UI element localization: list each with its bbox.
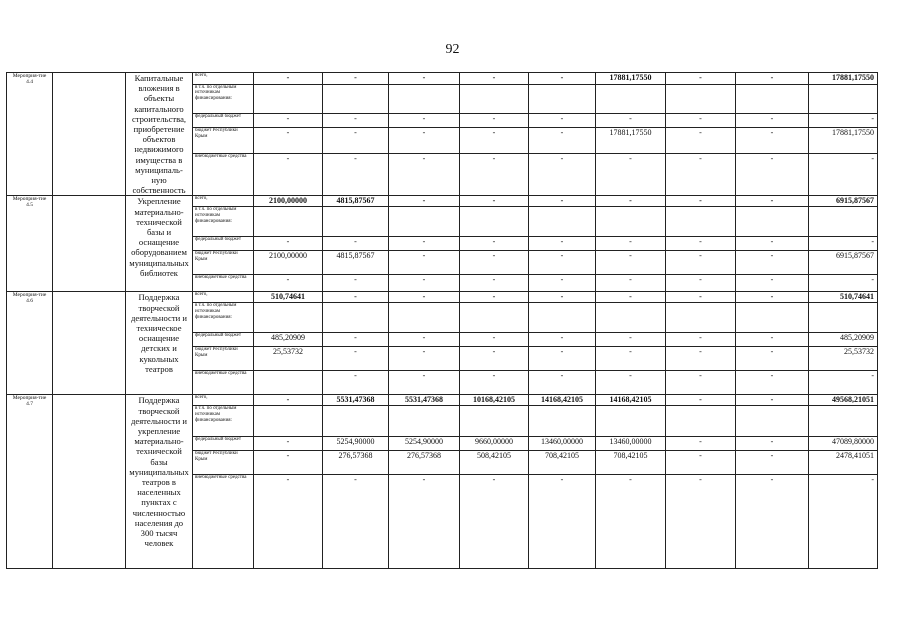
year-value-cell: -: [736, 475, 809, 569]
year-value-cell: -: [736, 333, 809, 347]
year-value-cell: -: [389, 128, 460, 153]
total-cell: [809, 303, 878, 333]
total-cell: -: [809, 113, 878, 128]
year-value-cell: -: [389, 153, 460, 196]
year-value-cell: [529, 207, 596, 237]
total-cell: [809, 406, 878, 437]
funding-source: федеральный бюджет: [193, 237, 254, 251]
year-value-cell: -: [666, 113, 736, 128]
year-value-cell: -: [596, 251, 666, 275]
year-value-cell: 485,20909: [254, 333, 323, 347]
year-value-cell: -: [254, 451, 323, 475]
page-number: 92: [445, 42, 460, 57]
measure-name: Поддержка творческой деятельности и техническое оснащение детских и кукольных театров: [126, 292, 193, 395]
year-value-cell: -: [529, 196, 596, 207]
year-value-cell: -: [460, 73, 529, 85]
year-value-cell: 708,42105: [596, 451, 666, 475]
total-cell: 6915,87567: [809, 196, 878, 207]
year-value-cell: 508,42105: [460, 451, 529, 475]
total-cell: 25,53732: [809, 347, 878, 371]
year-value-cell: [323, 207, 389, 237]
year-value-cell: [596, 207, 666, 237]
measure-name: Поддержка творческой деятельности и укрепление материально-технической базы муниципальных театров в населенных пунктах с численностью населения до 300 тысяч человек: [126, 395, 193, 569]
year-value-cell: -: [596, 113, 666, 128]
year-value-cell: 510,74641: [254, 292, 323, 303]
total-cell: 485,20909: [809, 333, 878, 347]
year-value-cell: -: [323, 113, 389, 128]
year-value-cell: -: [529, 113, 596, 128]
year-value-cell: -: [666, 451, 736, 475]
year-value-cell: -: [666, 73, 736, 85]
funding-source: всего,: [193, 73, 254, 85]
total-cell: 2478,41051: [809, 451, 878, 475]
year-value-cell: -: [736, 395, 809, 406]
year-value-cell: -: [736, 371, 809, 395]
year-value-cell: -: [254, 113, 323, 128]
year-value-cell: [736, 207, 809, 237]
year-value-cell: -: [389, 237, 460, 251]
year-value-cell: -: [389, 113, 460, 128]
year-value-cell: -: [460, 292, 529, 303]
year-value-cell: -: [323, 292, 389, 303]
funding-source: внебюджетные средства: [193, 275, 254, 292]
year-value-cell: -: [460, 371, 529, 395]
year-value-cell: -: [460, 475, 529, 569]
year-value-cell: -: [596, 347, 666, 371]
year-value-cell: -: [323, 128, 389, 153]
year-value-cell: -: [254, 153, 323, 196]
year-value-cell: -: [460, 237, 529, 251]
year-value-cell: -: [254, 237, 323, 251]
year-value-cell: [736, 303, 809, 333]
table-row: [7, 73, 878, 85]
year-value-cell: -: [529, 237, 596, 251]
year-value-cell: -: [323, 333, 389, 347]
funding-source: внебюджетные средства: [193, 371, 254, 395]
year-value-cell: -: [529, 275, 596, 292]
year-value-cell: -: [736, 275, 809, 292]
total-cell: 6915,87567: [809, 251, 878, 275]
year-value-cell: [254, 406, 323, 437]
year-value-cell: -: [389, 347, 460, 371]
year-value-cell: -: [389, 475, 460, 569]
year-value-cell: [596, 84, 666, 113]
year-value-cell: -: [529, 292, 596, 303]
funding-source: всего,: [193, 196, 254, 207]
year-value-cell: [529, 406, 596, 437]
year-value-cell: [596, 406, 666, 437]
total-cell: 17881,17550: [809, 73, 878, 85]
budget-table: [6, 72, 878, 569]
year-value-cell: -: [666, 437, 736, 451]
total-cell: 17881,17550: [809, 128, 878, 153]
year-value-cell: -: [323, 153, 389, 196]
executor-cell: [53, 196, 126, 292]
year-value-cell: -: [666, 292, 736, 303]
funding-source: в т.ч. по отдельным источникам финансирования:: [193, 406, 254, 437]
table-row: [7, 196, 878, 207]
funding-source: федеральный бюджет: [193, 437, 254, 451]
year-value-cell: -: [666, 475, 736, 569]
year-value-cell: -: [736, 153, 809, 196]
year-value-cell: 10168,42105: [460, 395, 529, 406]
year-value-cell: -: [323, 347, 389, 371]
year-value-cell: -: [460, 275, 529, 292]
year-value-cell: -: [254, 395, 323, 406]
year-value-cell: -: [529, 73, 596, 85]
funding-source: бюджет Республики Крым: [193, 347, 254, 371]
year-value-cell: 17881,17550: [596, 128, 666, 153]
year-value-cell: -: [666, 237, 736, 251]
funding-source: бюджет Республики Крым: [193, 128, 254, 153]
year-value-cell: -: [460, 113, 529, 128]
year-value-cell: -: [460, 128, 529, 153]
year-value-cell: -: [460, 153, 529, 196]
year-value-cell: -: [666, 251, 736, 275]
measure-code: Мероприя-тие 4.7: [7, 395, 53, 569]
year-value-cell: [254, 207, 323, 237]
year-value-cell: -: [596, 292, 666, 303]
funding-source: федеральный бюджет: [193, 333, 254, 347]
funding-source: в т.ч. по отдельным источникам финансирования:: [193, 303, 254, 333]
year-value-cell: -: [460, 196, 529, 207]
year-value-cell: [389, 303, 460, 333]
year-value-cell: 276,57368: [323, 451, 389, 475]
year-value-cell: -: [460, 251, 529, 275]
total-cell: 510,74641: [809, 292, 878, 303]
year-value-cell: [389, 84, 460, 113]
year-value-cell: -: [666, 275, 736, 292]
year-value-cell: -: [666, 153, 736, 196]
year-value-cell: -: [529, 371, 596, 395]
year-value-cell: -: [529, 128, 596, 153]
funding-source: бюджет Республики Крым: [193, 451, 254, 475]
executor-cell: [53, 73, 126, 196]
year-value-cell: -: [736, 113, 809, 128]
measure-name: Укрепление материально-технической базы и оснащение оборудованием муниципальных библиотек: [126, 196, 193, 292]
funding-source: федеральный бюджет: [193, 113, 254, 128]
year-value-cell: -: [736, 437, 809, 451]
year-value-cell: 5531,47368: [323, 395, 389, 406]
year-value-cell: 2100,00000: [254, 196, 323, 207]
year-value-cell: -: [323, 73, 389, 85]
year-value-cell: [254, 303, 323, 333]
table-row: [7, 292, 878, 303]
year-value-cell: 25,53732: [254, 347, 323, 371]
year-value-cell: -: [596, 196, 666, 207]
year-value-cell: 13460,00000: [596, 437, 666, 451]
year-value-cell: -: [389, 275, 460, 292]
year-value-cell: -: [736, 128, 809, 153]
year-value-cell: [460, 84, 529, 113]
year-value-cell: [323, 84, 389, 113]
measure-code: Мероприя-тие 4.4: [7, 73, 53, 196]
funding-source: в т.ч. по отдельным источникам финансирования:: [193, 207, 254, 237]
total-cell: -: [809, 275, 878, 292]
year-value-cell: [254, 84, 323, 113]
year-value-cell: -: [596, 371, 666, 395]
year-value-cell: [460, 406, 529, 437]
total-cell: -: [809, 153, 878, 196]
year-value-cell: [323, 303, 389, 333]
year-value-cell: 4815,87567: [323, 196, 389, 207]
year-value-cell: -: [389, 73, 460, 85]
year-value-cell: -: [596, 475, 666, 569]
year-value-cell: 5254,90000: [389, 437, 460, 451]
year-value-cell: [460, 303, 529, 333]
year-value-cell: 5254,90000: [323, 437, 389, 451]
year-value-cell: [529, 303, 596, 333]
measure-name: Капитальные вложения в объекты капитального строительства, приобретение объектов недвижимого имущества в муниципаль-ную собственность: [126, 73, 193, 196]
year-value-cell: -: [389, 371, 460, 395]
year-value-cell: [460, 207, 529, 237]
year-value-cell: 5531,47368: [389, 395, 460, 406]
year-value-cell: -: [323, 237, 389, 251]
year-value-cell: -: [736, 451, 809, 475]
year-value-cell: -: [460, 333, 529, 347]
funding-source: всего,: [193, 292, 254, 303]
year-value-cell: -: [666, 395, 736, 406]
total-cell: 49568,21051: [809, 395, 878, 406]
funding-source: внебюджетные средства: [193, 153, 254, 196]
year-value-cell: -: [596, 333, 666, 347]
year-value-cell: -: [666, 128, 736, 153]
year-value-cell: [666, 84, 736, 113]
year-value-cell: 14168,42105: [529, 395, 596, 406]
year-value-cell: -: [254, 437, 323, 451]
year-value-cell: 14168,42105: [596, 395, 666, 406]
total-cell: [809, 84, 878, 113]
year-value-cell: -: [254, 128, 323, 153]
year-value-cell: -: [254, 275, 323, 292]
year-value-cell: -: [666, 333, 736, 347]
year-value-cell: -: [736, 251, 809, 275]
year-value-cell: -: [389, 251, 460, 275]
year-value-cell: -: [529, 475, 596, 569]
year-value-cell: [529, 84, 596, 113]
funding-source: всего,: [193, 395, 254, 406]
year-value-cell: -: [736, 347, 809, 371]
year-value-cell: -: [323, 275, 389, 292]
year-value-cell: -: [666, 371, 736, 395]
funding-source: бюджет Республики Крым: [193, 251, 254, 275]
year-value-cell: -: [529, 153, 596, 196]
executor-cell: [53, 292, 126, 395]
year-value-cell: -: [323, 371, 389, 395]
year-value-cell: -: [529, 333, 596, 347]
measure-code: Мероприя-тие 4.5: [7, 196, 53, 292]
year-value-cell: 17881,17550: [596, 73, 666, 85]
year-value-cell: -: [666, 347, 736, 371]
year-value-cell: [666, 207, 736, 237]
year-value-cell: [389, 406, 460, 437]
year-value-cell: -: [736, 237, 809, 251]
year-value-cell: 708,42105: [529, 451, 596, 475]
year-value-cell: 13460,00000: [529, 437, 596, 451]
year-value-cell: [389, 207, 460, 237]
total-cell: -: [809, 237, 878, 251]
year-value-cell: -: [596, 275, 666, 292]
year-value-cell: -: [596, 237, 666, 251]
year-value-cell: [254, 371, 323, 395]
year-value-cell: 276,57368: [389, 451, 460, 475]
year-value-cell: 9660,00000: [460, 437, 529, 451]
year-value-cell: -: [254, 475, 323, 569]
year-value-cell: -: [529, 347, 596, 371]
year-value-cell: [736, 84, 809, 113]
executor-cell: [53, 395, 126, 569]
table-row: [7, 395, 878, 406]
year-value-cell: -: [460, 347, 529, 371]
year-value-cell: -: [389, 196, 460, 207]
funding-source: внебюджетные средства: [193, 475, 254, 569]
year-value-cell: -: [389, 333, 460, 347]
total-cell: -: [809, 371, 878, 395]
year-value-cell: [596, 303, 666, 333]
year-value-cell: 4815,87567: [323, 251, 389, 275]
funding-source: в т.ч. по отдельным источникам финансирования:: [193, 84, 254, 113]
year-value-cell: -: [736, 196, 809, 207]
year-value-cell: -: [596, 153, 666, 196]
year-value-cell: -: [389, 292, 460, 303]
year-value-cell: [323, 406, 389, 437]
year-value-cell: -: [529, 251, 596, 275]
year-value-cell: -: [254, 73, 323, 85]
year-value-cell: -: [666, 196, 736, 207]
total-cell: 47089,80000: [809, 437, 878, 451]
total-cell: -: [809, 475, 878, 569]
year-value-cell: [736, 406, 809, 437]
year-value-cell: -: [736, 292, 809, 303]
measure-code: Мероприя-тие 4.6: [7, 292, 53, 395]
year-value-cell: 2100,00000: [254, 251, 323, 275]
year-value-cell: [666, 406, 736, 437]
total-cell: [809, 207, 878, 237]
year-value-cell: -: [736, 73, 809, 85]
year-value-cell: -: [323, 475, 389, 569]
year-value-cell: [666, 303, 736, 333]
